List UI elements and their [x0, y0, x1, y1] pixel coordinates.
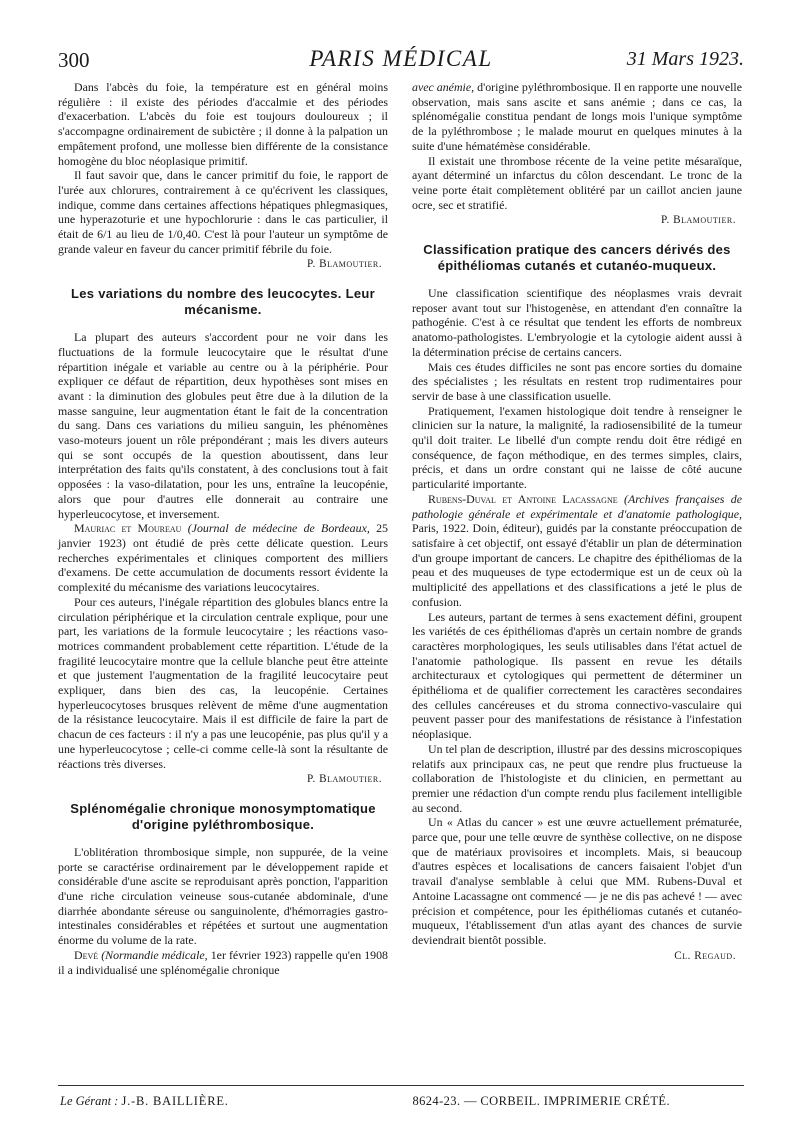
left-column	[58, 80, 388, 977]
paragraph	[412, 492, 742, 610]
journal-reference: (Normandie médicale,	[101, 947, 208, 962]
signature: P. Blamoutier.	[307, 258, 382, 271]
page-number: 300	[58, 48, 90, 72]
journal-reference: (Journal de médecine de Bordeaux,	[187, 521, 370, 536]
printer-imprint: 8624-23. — CORBEIL. IMPRIMERIE CRÉTÉ.	[412, 1094, 670, 1108]
italic-phrase: avec anémie,	[412, 80, 475, 94]
journal-reference: (Archives françaises de pathologie générale et expérimentale et d'anatomie pathologique,	[412, 491, 742, 521]
article-title-splenomegalie: Splénomégalie chronique monosymptomatique d'origine pyléthrombosique.	[70, 800, 376, 832]
paragraph: Les auteurs, partant de termes à sens exactement défini, groupent les variétés de ces épithéliomas d'après un certain nombre de grands caractères morphologiques, les seuls utilisables dans l'état actuel de l'anatomie pathologique. Ils passent en revue les détails architecturaux et cytologiques qui permettent de déterminer un épithélioma et de qualifier correctement les caractères secondaires des cellules cancéreuses et du stroma connectivo-vasculaire qui peuvent passer pour des manifestations de résistance à l'infestation néoplasique.	[412, 609, 742, 742]
paragraph-text: Paris, 1922. Doin, éditeur), guidés par la constante préoccupation de satisfaire à cet objectif, ont essayé d'établir un plan de détermination d'un groupe important de cancers. Le chapitre des épithéliomas de la peau et des muqueuses de type ectodermique est un de ceux où la multiplicité des appellations et des classifications a jeté le plus de confusion.	[412, 521, 742, 609]
article-title-leucocytes: Les variations du nombre des leucocytes. Leur mécanisme.	[71, 286, 375, 318]
paragraph: L'oblitération thrombosique simple, non suppurée, de la veine porte se caractérise ordinairement par le développement rapide et considérable d'une ascite se reproduisant après ponction, l'apparition d'une riche circulation veineuse sous-cutanée abdominale, d'une diarrhée abondante séreuse ou sanguinolente, d'hémorragies gastro-intestinales considérables et répétées et surtout une augmentation énorme du volume de la rate.	[58, 844, 388, 948]
author-names: Devé	[74, 947, 99, 962]
paragraph: Il existait une thrombose récente de la veine petite mésaraïque, ayant déterminé un infarctus du côlon descendant. Le tronc de la veine porte était complètement oblitéré par un caillot ancien jaune ocre, sec et stratifié.	[412, 153, 742, 212]
paragraph: Il faut savoir que, dans le cancer primitif du foie, le rapport de l'urée aux chlorures, contrairement à ce qu'écrivent les classiques, indique, comme dans certaines affections hépatiques phlegmasiques, une hyperazoturie et une hypochlorurie : dans le cas particulier, il était de 6/1 au lieu de 1/0,40. C'est là pour l'auteur un symptôme de grande valeur en faveur du cancer primitif fébrile du foie.	[58, 168, 388, 256]
gerant-name: J.-B. BAILLIÈRE.	[121, 1094, 229, 1108]
paragraph: Un tel plan de description, illustré par des dessins microscopiques relatifs aux principaux cas, ne peut que rendre plus fructueuse la collaboration de l'histologiste et du clinicien, en permettant au premier une rédaction d'un compte rendu plus facilement intelligible au second.	[412, 741, 742, 815]
paragraph: Pratiquement, l'examen histologique doit tendre à renseigner le clinicien sur la nature, la malignité, la radiosensibilité de la tumeur qu'il doit traiter. Le libellé d'un compte rendu doit être rédigé en conséquence, de façon méthodique, en des termes simples, clairs, précis, et dans un ordre constant qui ne laisse de côté aucune particularité importante.	[412, 403, 742, 492]
author-names: Rubens-Duval et Antoine Lacassagne	[428, 491, 618, 506]
running-header	[58, 46, 744, 76]
paragraph-text: 25 janvier 1923) ont étudié de près cette délicate question. Leurs recherches expérimentales et cliniques comportent des milliers d'examens. De cette accumulation de documents ressort évidente la complexité du mécanisme des variations leucocytaires.	[58, 521, 388, 595]
paragraph-text: 1er février 1923) rappelle qu'en 1908 il a individualisé une splénomégalie chronique	[58, 947, 388, 977]
paragraph	[58, 948, 388, 977]
footer-gerant	[60, 1094, 229, 1109]
right-column	[412, 80, 742, 963]
signature: P. Blamoutier.	[307, 773, 382, 786]
paragraph	[412, 80, 742, 154]
footer-divider	[58, 1085, 744, 1086]
paragraph: Mais ces études difficiles ne sont pas encore sorties du domaine des spécialistes ; les résultats en restent trop rudimentaires pour servir de base à une classification usuelle.	[412, 359, 742, 403]
issue-date: 31 Mars 1923.	[626, 48, 744, 70]
gerant-label: Le Gérant :	[60, 1094, 119, 1108]
signature: P. Blamoutier.	[661, 214, 736, 227]
paragraph: Pour ces auteurs, l'inégale répartition des globules blancs entre la circulation périphérique et la circulation centrale explique, pour une part, les variations de la formule leucocytaire ; les réactions vaso-motrices commandent probablement cette répartition. L'étude de la fragilité leucocytaire montre que la cellule blanche peut être atteinte et que justement l'augmentation de la fragilité leucocytaire peut expliquer, dans bien des cas, la leucopénie. Certaines hyperleucocytoses brusques relèvent de même d'une augmentation de la résistance leucocytaire. Mais il est difficile de faire la part de chacun de ces facteurs : il n'y a pas une leucopénie, pas plus qu'il y a une hyperleucocytose ; celle-ci comme celle-là sont la résultante de réactions très diverses.	[58, 594, 388, 771]
author-names: Mauriac et Moureau	[74, 521, 182, 536]
signature: Cl. Regaud.	[674, 949, 736, 962]
paragraph: Dans l'abcès du foie, la température est en général moins régulière : il existe des périodes d'accalmie et des périodes d'exacerbation. L'abcès du foie est toujours douloureux ; il s'accompagne ordinairement de subictère ; il donne à la palpation un empâtement profond, une mollesse bien différente de la consistance homogène du bloc néoplasique primitif.	[58, 80, 388, 168]
paragraph-text: d'origine pyléthrombosique. Il en rapporte une nouvelle observation, mais sans ascite et sans anémie ; dans ce cas, la splénomégalie constitua pendant de longs mois l'unique symptôme de la pyléthrombose ; le malade mourut en quelques minutes à la suite d'une hématémèse considérable.	[412, 80, 742, 153]
paragraph	[58, 521, 388, 595]
paragraph: La plupart des auteurs s'accordent pour ne voir dans les fluctuations de la formule leucocytaire que le résultat d'une répartition inégale et variable au centre ou à la périphérie. Pour expliquer ce défaut de répartition, deux hypothèses sont mises en avant : la diminution des globules peut être due à la dilution de la masse sanguine, leur augmentation étant le fait de la concentration du sang. Dans ces variations du milieu sanguin, les phénomènes vaso-moteurs jouent un rôle prépondérant ; mais les divers auteurs qui se sont occupés de la question aboutissent, dans leur interprétation des faits qu'ils constatent, à des conclusions tout à fait opposées : la vaso-dilatation, pour les uns, entraîne la leucopénie, alors que pour d'autres elle donnerait au contraire une hyperleucocytose, et inversement.	[58, 330, 388, 521]
page-footer	[60, 1094, 740, 1114]
paragraph: Un « Atlas du cancer » est une œuvre actuellement prématurée, parce que, pour une telle œuvre de synthèse collective, on ne dispose que de matériaux provisoires et incomplets. Mais, si beaucoup d'autres espèces et localisations de cancers faisaient l'objet d'un travail d'analyse semblable à celui que MM. Rubens-Duval et Antoine Lacassagne ont commencé — je ne dis pas achevé ! — avec précision et compétence, pour les épithéliomas cutanés et cutanéo-muqueux, l'établissement d'un atlas ayant des chances de survie deviendrait bientôt possible.	[412, 815, 742, 947]
paragraph: Une classification scientifique des néoplasmes vrais devrait reposer avant tout sur l'histogenèse, en attendant d'en connaître la pathogénie. C'est à ce résultat que tendent les efforts de nombreux anatomo-pathologistes. L'embryologie et la cytologie aident aussi à la détermination précise de certains cancers.	[412, 286, 742, 359]
journal-title: PARIS MÉDICAL	[309, 46, 493, 71]
article-title-classification: Classification pratique des cancers dérivés des épithéliomas cutanés et cutanéo-muqueux.	[423, 242, 731, 274]
